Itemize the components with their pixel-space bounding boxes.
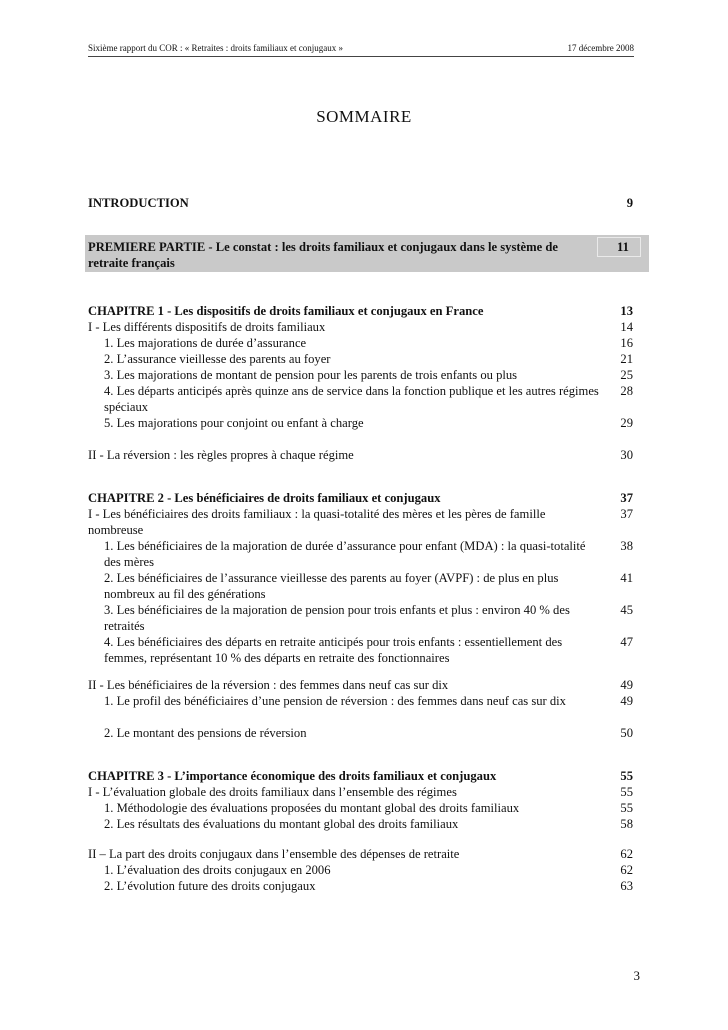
toc-entry: [88, 383, 633, 415]
toc-entry-page: 37: [620, 491, 633, 505]
toc-entry: [88, 816, 633, 832]
toc-entry-label: CHAPITRE 3 - L’importance économique des droits familiaux et conjugaux: [88, 769, 497, 783]
toc-entry-label: 1. Le profil des bénéficiaires d’une pension de réversion : des femmes dans neuf cas sur dix: [104, 694, 566, 708]
toc-entry-page: 55: [620, 801, 633, 815]
toc-entry: [88, 800, 633, 816]
toc-entry: [88, 335, 633, 351]
toc-entry-label: I - Les bénéficiaires des droits familiaux : la quasi-totalité des mères et les pères de famille nombreuse: [88, 507, 546, 537]
toc-chapter-2: [88, 490, 633, 506]
toc-entry-page: 29: [620, 416, 633, 430]
toc-entry-label: 2. L’évolution future des droits conjugaux: [104, 879, 316, 893]
toc-entry-label: II – La part des droits conjugaux dans l’ensemble des dépenses de retraite: [88, 847, 460, 861]
toc-entry-label: I - Les différents dispositifs de droits familiaux: [88, 320, 326, 334]
toc-entry-page: 41: [620, 571, 633, 585]
toc-entry-page: 63: [620, 879, 633, 893]
toc-entry-part-1: [88, 239, 643, 271]
header-title: Sixième rapport du COR : « Retraites : droits familiaux et conjugaux »: [88, 43, 343, 53]
toc-entry-page: 62: [620, 847, 633, 861]
toc-entry-page: 21: [620, 352, 633, 366]
toc-entry-label: 4. Les bénéficiaires des départs en retraite anticipés pour trois enfants : essentiellement des femmes, représentant 10 % des départs en retraite des fonctionnaires: [104, 635, 563, 665]
toc-entry-label: 1. Méthodologie des évaluations proposées du montant global des droits familiaux: [104, 801, 520, 815]
toc-entry-page: 55: [620, 769, 633, 783]
toc-entry-label: 2. Les bénéficiaires de l’assurance vieillesse des parents au foyer (AVPF) : de plus en plus nombreux au fil des générations: [104, 571, 559, 601]
toc-entry: [88, 570, 633, 602]
toc-entry-label: CHAPITRE 1 - Les dispositifs de droits familiaux et conjugaux en France: [88, 304, 484, 318]
toc-entry: [88, 634, 633, 666]
toc-entry: [88, 367, 633, 383]
toc-entry: [88, 538, 633, 570]
toc-entry: [88, 862, 633, 878]
running-header: [88, 43, 634, 57]
toc-entry-page: 45: [620, 603, 633, 617]
toc-entry-introduction: [88, 195, 633, 211]
toc-entry: [88, 415, 633, 431]
toc-entry-page: 55: [620, 785, 633, 799]
toc-entry-label: I - L’évaluation globale des droits familiaux dans l’ensemble des régimes: [88, 785, 457, 799]
toc-entry-page: 49: [620, 694, 633, 708]
toc-chapter-1: [88, 303, 633, 319]
toc-entry-label: 2. Les résultats des évaluations du montant global des droits familiaux: [104, 817, 459, 831]
toc-entry-label: 2. L’assurance vieillesse des parents au foyer: [104, 352, 331, 366]
toc-entry-page: 47: [620, 635, 633, 649]
toc-entry-page: 9: [626, 196, 633, 210]
toc-entry-page: 11: [617, 240, 629, 254]
toc-entry-page: 37: [620, 507, 633, 521]
toc-entry-label: II - La réversion : les règles propres à chaque régime: [88, 448, 354, 462]
toc-entry-page: 62: [620, 863, 633, 877]
toc-entry-label: 1. Les majorations de durée d’assurance: [104, 336, 307, 350]
toc-entry: [88, 506, 633, 538]
header-date: 17 décembre 2008: [567, 43, 634, 53]
toc-entry-page: 49: [620, 678, 633, 692]
toc-entry-label: 1. L’évaluation des droits conjugaux en 2006: [104, 863, 331, 877]
toc-entry-label: INTRODUCTION: [88, 196, 189, 210]
toc-entry: [88, 878, 633, 894]
toc-entry-label: 3. Les bénéficiaires de la majoration de pension pour trois enfants et plus : environ 40 % des retraités: [104, 603, 570, 633]
toc-entry-page: 50: [620, 726, 633, 740]
toc-entry-label: 2. Le montant des pensions de réversion: [104, 726, 307, 740]
toc-entry-page: 28: [620, 384, 633, 398]
toc-entry-label: 4. Les départs anticipés après quinze ans de service dans la fonction publique et les autres régimes spéciaux: [104, 384, 599, 414]
toc-entry: [88, 602, 633, 634]
toc-entry-page: 14: [620, 320, 633, 334]
toc-entry-label: 1. Les bénéficiaires de la majoration de durée d’assurance pour enfant (MDA) : la quasi-totalité des mères: [104, 539, 586, 569]
toc-entry-page: 58: [620, 817, 633, 831]
toc-entry: [88, 784, 633, 800]
toc-entry-label: II - Les bénéficiaires de la réversion : des femmes dans neuf cas sur dix: [88, 678, 449, 692]
toc-entry-page: 16: [620, 336, 633, 350]
toc-entry: [88, 351, 633, 367]
toc-entry-page: 30: [620, 448, 633, 462]
toc-entry: [88, 693, 633, 709]
toc-entry-page: 25: [620, 368, 633, 382]
toc-entry-label: PREMIERE PARTIE - Le constat : les droits familiaux et conjugaux dans le système de retraite français: [88, 240, 558, 270]
toc-entry: [88, 447, 633, 463]
toc-entry: [88, 846, 633, 862]
toc-entry-page: 38: [620, 539, 633, 553]
toc-entry-label: 5. Les majorations pour conjoint ou enfant à charge: [104, 416, 364, 430]
toc-chapter-3: [88, 768, 633, 784]
toc-entry-label: CHAPITRE 2 - Les bénéficiaires de droits familiaux et conjugaux: [88, 491, 441, 505]
toc-entry: [88, 319, 633, 335]
toc-entry: [88, 725, 633, 741]
page-number: 3: [633, 968, 640, 983]
toc-entry: [88, 677, 633, 693]
toc-entry-label: 3. Les majorations de montant de pension pour les parents de trois enfants ou plus: [104, 368, 518, 382]
toc-entry-page: 13: [620, 304, 633, 318]
page-title: SOMMAIRE: [316, 107, 412, 126]
